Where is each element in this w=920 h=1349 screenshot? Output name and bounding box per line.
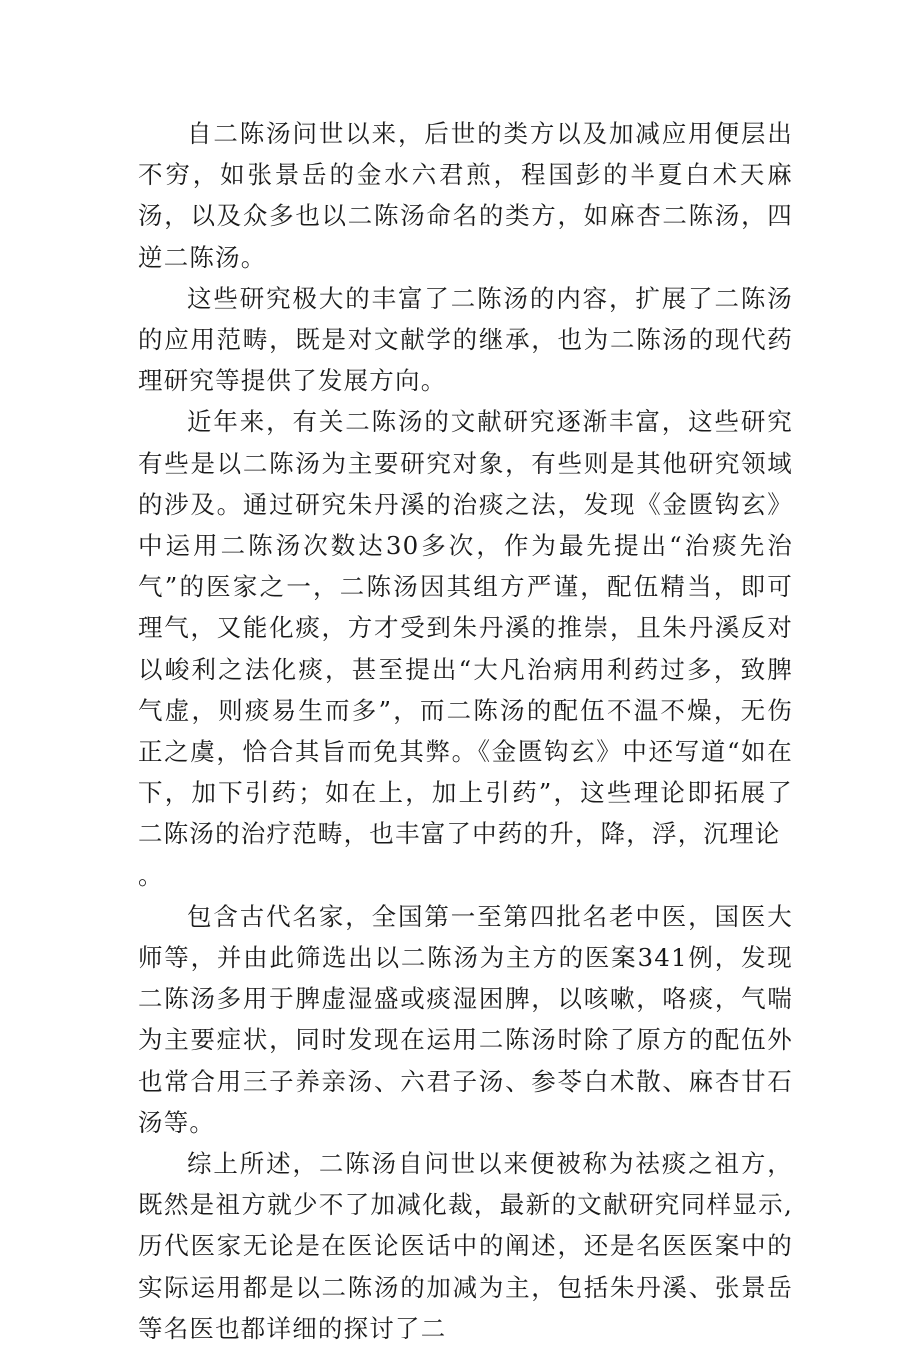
paragraph-1: 自二陈汤问世以来，后世的类方以及加减应用便层出不穷，如张景岳的金水六君煎，程国彭的半夏白术天麻汤，以及众多也以二陈汤命名的类方，如麻杏二陈汤，四逆二陈汤。 [138, 119, 793, 272]
paragraph-3: 近年来，有关二陈汤的文献研究逐渐丰富，这些研究有些是以二陈汤为主要研究对象，有些则是其他研究领域的涉及。通过研究朱丹溪的治痰之法，发现《金匮钩玄》中运用二陈汤次数达30多次，作为最先提出“治痰先治气”的医家之一，二陈汤因其组方严谨，配伍精当，即可理气，又能化痰，方才受到朱丹溪的推崇，且朱丹溪反对以峻利之法化痰，甚至提出“大凡治病用利药过多，致脾气虚，则痰易生而多”，而二陈汤的配伍不温不燥，无伤正之虞，恰合其旨而免其弊。《金匮钩玄》中还写道“如在下，加下引药；如在上，加上引药”，这些理论即拓展了二陈汤的治疗范畴，也丰富了中药的升，降，浮，沉理论 [138, 407, 793, 849]
document-body [138, 113, 793, 1349]
paragraph-stray-period: 。 [138, 860, 164, 890]
paragraph-2: 这些研究极大的丰富了二陈汤的内容，扩展了二陈汤的应用范畴，既是对文献学的继承，也为二陈汤的现代药理研究等提供了发展方向。 [138, 283, 793, 396]
paragraph-4: 包含古代名家，全国第一至第四批名老中医，国医大师等，并由此筛选出以二陈汤为主方的医案341例，发现二陈汤多用于脾虚湿盛或痰湿困脾，以咳嗽，咯痰，气喘为主要症状，同时发现在运用二陈汤时除了原方的配伍外也常合用三子养亲汤、六君子汤、参苓白术散、麻杏甘石汤等。 [138, 901, 793, 1137]
paragraph-5: 综上所述，二陈汤自问世以来便被称为祛痰之祖方，既然是祖方就少不了加减化裁，最新的文献研究同样显示,历代医家无论是在医论医话中的阐述，还是名医医案中的实际运用都是以二陈汤的加减为主，包括朱丹溪、张景岳等名医也都详细的探讨了二 [138, 1149, 793, 1343]
